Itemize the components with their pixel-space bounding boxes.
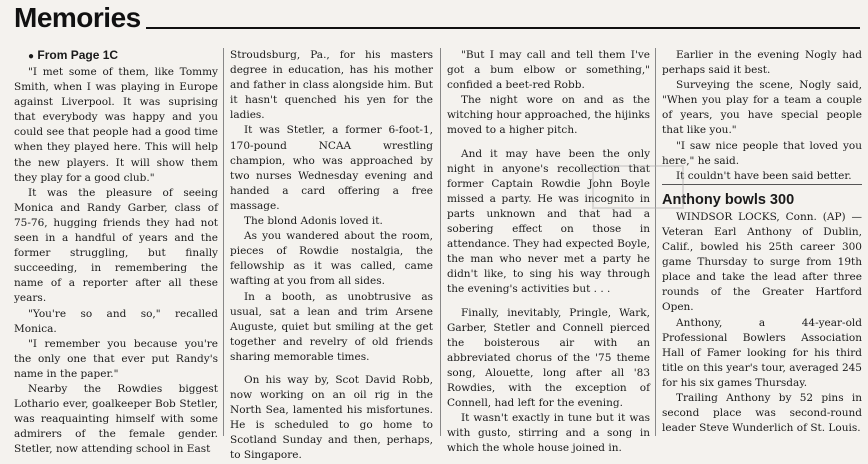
column-1 (14, 47, 218, 457)
paragraph: "I saw nice people that loved you here," he said. (662, 139, 862, 167)
from-page-jump (14, 47, 218, 65)
paragraph: Stroudsburg, Pa., for his masters degree in education, has his mother and father in class alongside him. But it hasn't quenched his yen for the ladies. (230, 49, 433, 122)
paragraph: Anthony, a 44-year-old Professional Bowlers Association Hall of Famer looking for his third title on this year's tour, averaged 245 for his six games Thursday. (662, 316, 862, 389)
column-divider (223, 48, 224, 436)
paragraph: "I remember you because you're the only one that ever put Randy's name in the paper." (14, 337, 218, 380)
column-4 (662, 48, 862, 436)
paragraph: Surveying the scene, Nogly said, "When you play for a team a couple of years, you have special people that like you." (662, 79, 862, 137)
paragraph: Earlier in the evening Nogly had perhaps said it best. (662, 49, 862, 77)
paragraph: "But I may call and tell them I've got a bum elbow or something," confided a beet-red Robb. (447, 49, 650, 92)
sub-headline: Anthony bowls 300 (662, 184, 862, 210)
faded-stamp-mark (592, 165, 684, 209)
headline: Memories (14, 2, 141, 33)
paragraph: It was the pleasure of seeing Monica and Randy Garber, class of 75-76, hugging friends they had not seen in a handful of years and the former struggling, but finally succeeding, in remembering the name of a reporter after all these years. (14, 186, 218, 305)
paragraph: On his way by, Scot David Robb, now working on an oil rig in the North Sea, lamented his misfortunes. He is scheduled to go home to Scotland Sunday and then, perhaps, to Singapore. (230, 373, 433, 462)
paragraph: Finally, inevitably, Pringle, Wark, Garber, Stetler and Connell pierced the boisterous air with an abbreviated chorus of the '75 theme song, Alouette, long after all '83 Rowdies, with the exception of Connell, had left for the evening. (447, 306, 650, 410)
paragraph: And it may have been the only night in anyone's recollection that former Captain Rowdie John Boyle missed a party. He was incognito in parts unknown and that had a sobering effect on those in attendance. They had expected Boyle, the man who never met a party he didn't like, to sing his way through the evening's activities but . . . (447, 147, 650, 296)
paragraph: It wasn't exactly in tune but it was with gusto, stirring and a song in which the whole house joined in. (447, 412, 650, 455)
column-divider (440, 48, 441, 436)
paragraph: WINDSOR LOCKS, Conn. (AP) — Veteran Earl Anthony of Dublin, Calif., bowled his 25th career 300 game Thursday to surge from 19th place and take the lead after three rounds of the Greater Hartford Open. (662, 210, 862, 314)
paragraph: It was Stetler, a former 6-foot-1, 170-pound NCAA wrestling champion, who was approached by two nurses Wednesday evening and handed a card offering a free massage. (230, 124, 433, 212)
paragraph: In a booth, as unobtrusive as usual, sat a lean and trim Arsene Auguste, quiet but smiling at the get together and revelry of old friends sharing memorable times. (230, 290, 433, 363)
paragraph: The night wore on and as the witching hour approached, the hijinks moved to a higher pitch. (447, 94, 650, 137)
paragraph: It couldn't have been said better. (676, 169, 852, 182)
paragraph: Nearby the Rowdies biggest Lothario ever, goalkeeper Bob Stetler, was reaquainting himself with some admirers of the female gender. Stetler, now attending school in East (14, 382, 218, 456)
from-page-label: From Page 1C (37, 48, 119, 62)
headline-rule (146, 27, 860, 29)
paragraph: As you wandered about the room, pieces of Rowdie nostalgia, the fellowship as it was called, came wafting at you from all sides. (230, 230, 433, 288)
paragraph: Trailing Anthony by 52 pins in second place was second-round leader Steve Wunderlich of St. Louis. (662, 391, 862, 435)
paragraph: "You're so and so," recalled Monica. (14, 307, 218, 335)
paragraph: "I met some of them, like Tommy Smith, when I was playing in Europe against Liverpool. It was suprising that everybody was happy and you could see that people had a good time when they played here. This will help the new players. It will show them they play for a good club." (14, 66, 218, 184)
bullet-icon: ● (28, 51, 35, 62)
paragraph: The blond Adonis loved it. (244, 215, 383, 228)
column-3 (447, 48, 650, 456)
column-2 (230, 48, 433, 464)
column-divider (655, 48, 656, 436)
